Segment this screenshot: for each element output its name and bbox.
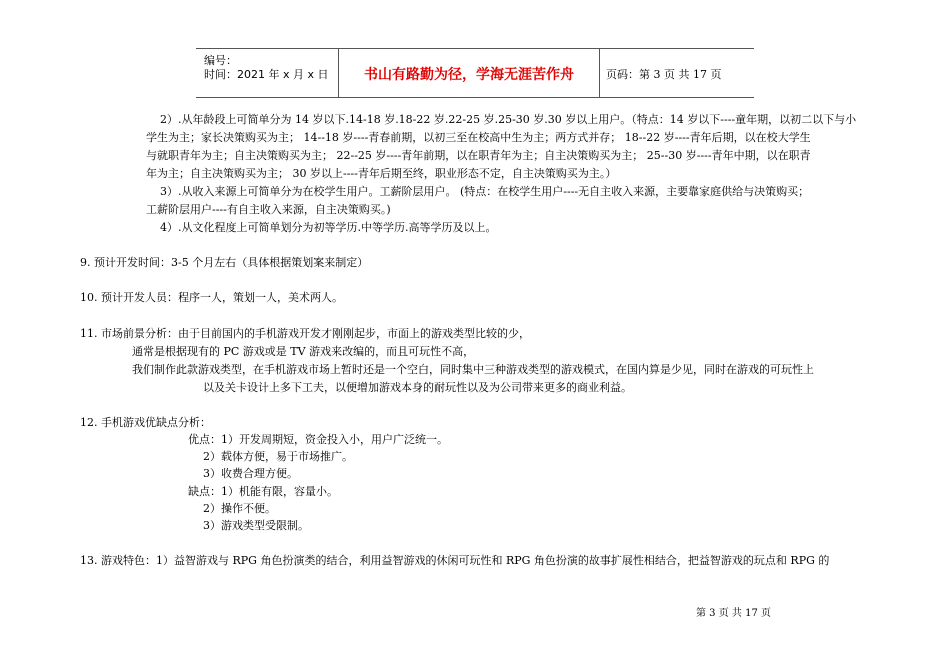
age-segment-line-2: 学生为主；家长决策购买为主； 14--18 岁----青春前期，以初三至在校高中生为主；两方式并存； 18--22 岁----青年后期，以在校大学生 xyxy=(146,131,811,144)
item-13-line-1: 13. 游戏特色：1）益智游戏与 RPG 角色扮演类的结合，利用益智游戏的休闲可玩性和 RPG 角色扮演的故事扩展性相结合，把益智游戏的玩点和 RPG 的 xyxy=(80,554,830,567)
income-segment-line-2: 工薪阶层用户----有自主收入来源，自主决策购买。) xyxy=(146,203,391,216)
age-segment-line-3: 与就职青年为主；自主决策购买为主； 22--25 岁----青年前期，以在职青年为主；自主决策购买为主； 25--30 岁----青年中期，以在职青 xyxy=(146,149,811,162)
header-motto: 书山有路勤为径，学海无涯苦作舟 xyxy=(364,67,574,83)
income-segment-line-1: 3）.从收入来源上可简单分为在校学生用户。工薪阶层用户。 (特点：在校学生用户----无自主收入来源，主要靠家庭供给与决策购买； xyxy=(160,185,810,198)
header-page-info: 页码：第 3 页 共 17 页 xyxy=(606,68,722,81)
document-date: 时间：2021 年 x 月 x 日 xyxy=(204,68,329,81)
header-meta-cell xyxy=(196,49,339,97)
item-11-line-1: 11. 市场前景分析：由于目前国内的手机游戏开发才刚刚起步，市面上的游戏类型比较的少， xyxy=(80,327,530,340)
cons-line-2: 2）操作不便。 xyxy=(203,502,276,515)
age-segment-line-4: 年为主；自主决策购买为主； 30 岁以上----青年后期至终，职业形态不定，自主决策购买为主。） xyxy=(146,167,617,180)
item-10-dev-staff: 10. 预计开发人员：程序一人，策划一人，美术两人。 xyxy=(80,291,343,304)
item-9-dev-time: 9. 预计开发时间：3-5 个月左右（具体根据策划案来制定） xyxy=(80,256,369,269)
header-table xyxy=(196,48,754,98)
page-footer: 第 3 页 共 17 页 xyxy=(696,608,771,619)
pros-line-3: 3）收费合理方便。 xyxy=(203,467,298,480)
header-page-cell xyxy=(600,49,754,97)
pros-line-2: 2）载体方便，易于市场推广。 xyxy=(203,450,353,463)
education-segment-line: 4）.从文化程度上可简单划分为初等学历.中等学历.高等学历及以上。 xyxy=(160,221,497,234)
cons-line-3: 3）游戏类型受限制。 xyxy=(203,519,309,532)
item-12-title: 12. 手机游戏优缺点分析： xyxy=(80,416,211,429)
header-motto-cell xyxy=(339,49,600,97)
age-segment-line-1: 2）.从年龄段上可简单分为 14 岁以下.14-18 岁.18-22 岁.22-25 岁.25-30 岁.30 岁以上用户。（特点：14 岁以下----童年期，以初二以下与小 xyxy=(160,113,857,126)
item-11-line-4: 以及关卡设计上多下工夫，以便增加游戏本身的耐玩性以及为公司带来更多的商业利益。 xyxy=(203,381,632,394)
item-11-line-3: 我们制作此款游戏类型，在手机游戏市场上暂时还是一个空白，同时集中三种游戏类型的游戏模式，在国内算是少见，同时在游戏的可玩性上 xyxy=(132,363,814,376)
pros-line-1: 优点：1）开发周期短，资金投入小，用户广泛统一。 xyxy=(188,433,448,446)
item-11-line-2: 通常是根据现有的 PC 游戏或是 TV 游戏来改编的，而且可玩性不高， xyxy=(132,345,475,358)
document-number-label: 编号： xyxy=(204,54,237,67)
cons-line-1: 缺点：1）机能有限，容量小。 xyxy=(188,485,338,498)
